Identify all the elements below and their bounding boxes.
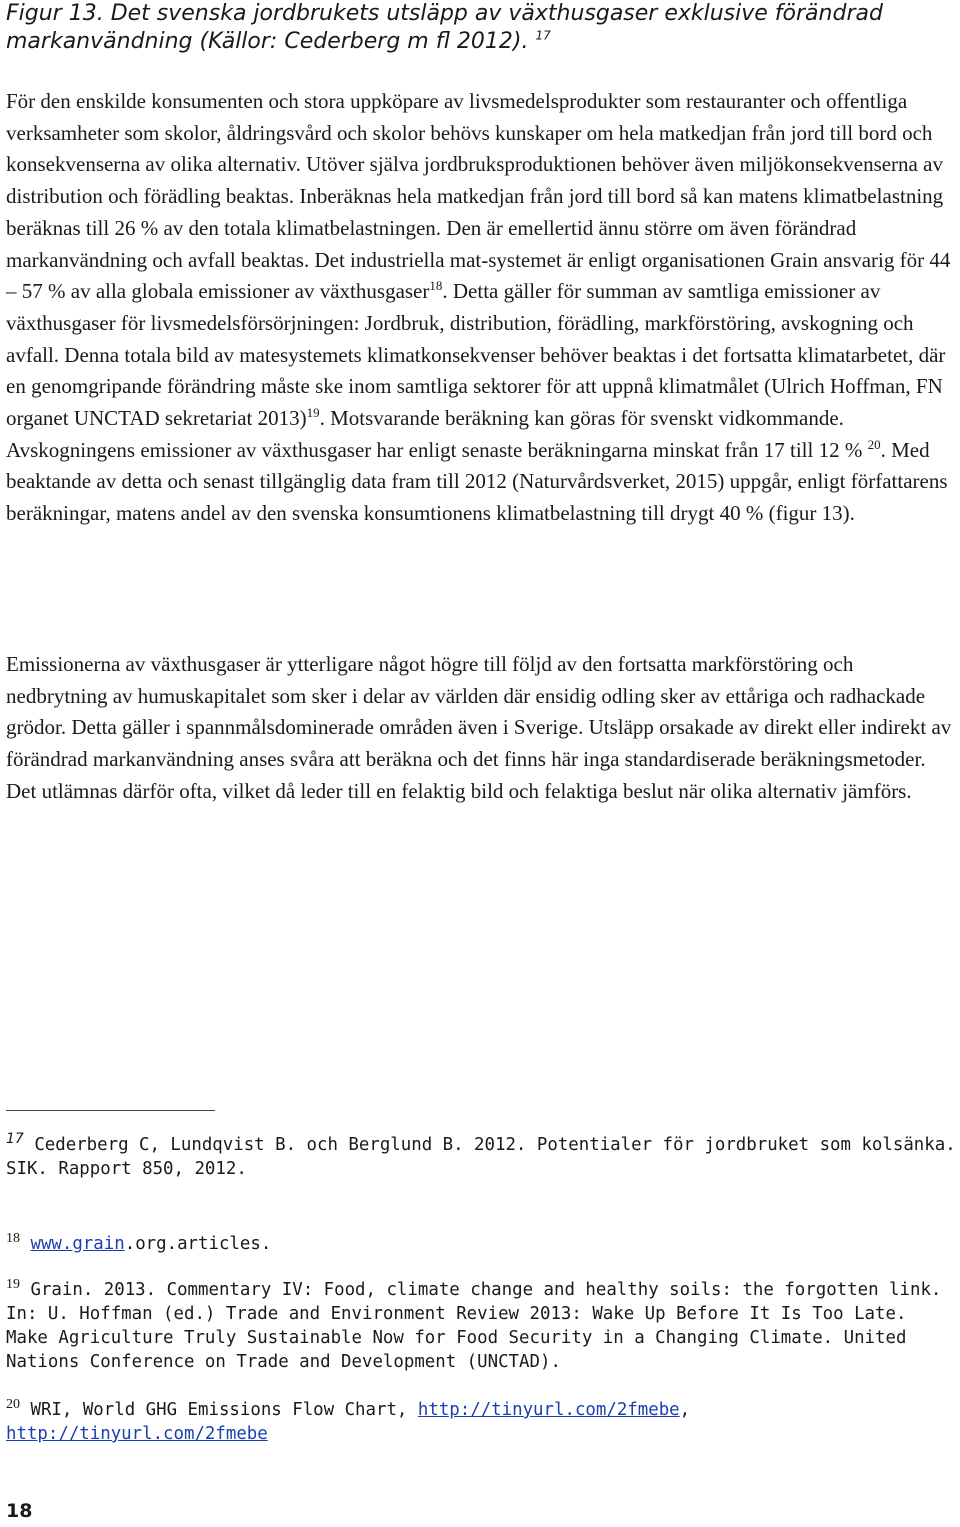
footnote-18-number: 18 (6, 1231, 20, 1247)
figure-caption (6, 0, 946, 56)
footnote-ref-18[interactable]: 18 (429, 278, 443, 294)
footnote-19 (6, 1278, 956, 1374)
footnote-17-text: Cederberg C, Lundqvist B. och Berglund B. 2012. Potentialer för jordbruket som kolsänka. SIK. Rapport 850, 2012. (6, 1135, 956, 1179)
footnote-19-text: Grain. 2013. Commentary IV: Food, climate change and healthy soils: the forgotten link. In: U. Hoffman (ed.) Trade and Environment Review 2013: Wake Up Before It Is Too Late. Make Agriculture Truly Sustainable Now for Food Security in a Changing Climate. United Nations Conference on Trade and Development (UNCTAD). (6, 1280, 942, 1372)
paragraph-1-part-1: För den enskilde konsumenten och stora uppköpare av livsmedelsprodukter som restauranter och offentliga verksamheter som skolor, åldringsvård och skolor behövs kunskaper om hela matkedjan från jord till bord och konsekvenserna av olika alternativ. Utöver själva jordbruksproduktionen behöver även miljökonsekvenserna av distribution och förädling beaktas. Inberäknas hela matkedjan från jord till bord så kan matens klimatbelastning beräknas till 26 % av den totala klimatbelastningen. Den är emellertid ännu större om även förändrad markanvändning och avfall beaktas. Det industriella mat-systemet är enligt organisationen Grain ansvarig för 44 – 57 % av alla globala emissioner av växthusgaser (6, 89, 951, 304)
footnote-19-number: 19 (6, 1277, 20, 1293)
footnote-separator (6, 1110, 215, 1111)
caption-footnote-ref[interactable]: 17 (535, 28, 551, 43)
paragraph-1 (6, 86, 956, 530)
footnote-18-text: .org.articles. (124, 1234, 272, 1254)
footnote-20 (6, 1398, 956, 1446)
footnote-20-link-1[interactable]: http://tinyurl.com/2fmebe (417, 1400, 680, 1420)
paragraph-1-part-4: . Med beaktande av detta och senast tillgänglig data fram till 2012 (Naturvårdsverket, 2015) uppgår, enligt författarens beräkningar, matens andel av den svenska konsumtionens klimatbelastning till drygt 40 % (figur 13). (6, 437, 948, 526)
footnote-20-link-2[interactable]: http://tinyurl.com/2fmebe (6, 1424, 268, 1444)
paragraph-2: Emissionerna av växthusgaser är ytterligare något högre till följd av den fortsatta markförstöring och nedbrytning av humuskapitalet som sker i delar av världen där ensidig odling sker av ettåriga och radhackade grödor. Detta gäller i spannmålsdominerade områden även i Sverige. Utsläpp orsakade av direkt eller indirekt av förändrad markanvändning anses svåra att beräkna och det finns här inga standardiserade beräkningsmetoder. Det utlämnas därför ofta, vilket då leder till en felaktig bild och felaktiga beslut när olika alternativ jämförs. (6, 652, 952, 803)
footnote-20-separator: , (679, 1400, 691, 1420)
footnote-20-number: 20 (6, 1397, 20, 1413)
caption-text: Figur 13. Det svenska jordbrukets utsläpp av växthusgaser exklusive förändrad markanvändning (Källor: Cederberg m fl 2012). (6, 1, 883, 54)
paragraph-1-part-2: . Detta gäller för summan av samtliga emissioner av växthusgaser för livsmedelsförsörjningen: Jordbruk, distribution, förädling, markförstöring, avskogning och avfall. Denna totala bild av matesystemets klimatkonsekvenser behöver beaktas i det fortsatta klimatarbetet, där en genomgripande förändring måste ske inom samtliga sektorer för att uppnå klimatmålet (Ulrich Hoffman, FN organet UNCTAD sekretariat 2013) (6, 279, 946, 431)
page-number: 18 (6, 1500, 33, 1522)
footnote-17 (6, 1133, 956, 1181)
footnote-20-text: WRI, World GHG Emissions Flow Chart, (30, 1400, 418, 1420)
paragraph-1-part-3: . Motsvarande beräkning kan göras för svenskt vidkommande. Avskogningens emissioner av växthusgaser har enligt senaste beräkningarna minskat från 17 till 12 % (6, 406, 863, 462)
footnote-ref-19[interactable]: 19 (306, 405, 320, 421)
footnote-18-link[interactable]: www.grain (30, 1234, 125, 1254)
footnote-17-number: 17 (6, 1131, 24, 1148)
footnote-18 (6, 1232, 956, 1256)
footnote-ref-20[interactable]: 20 (867, 436, 881, 452)
